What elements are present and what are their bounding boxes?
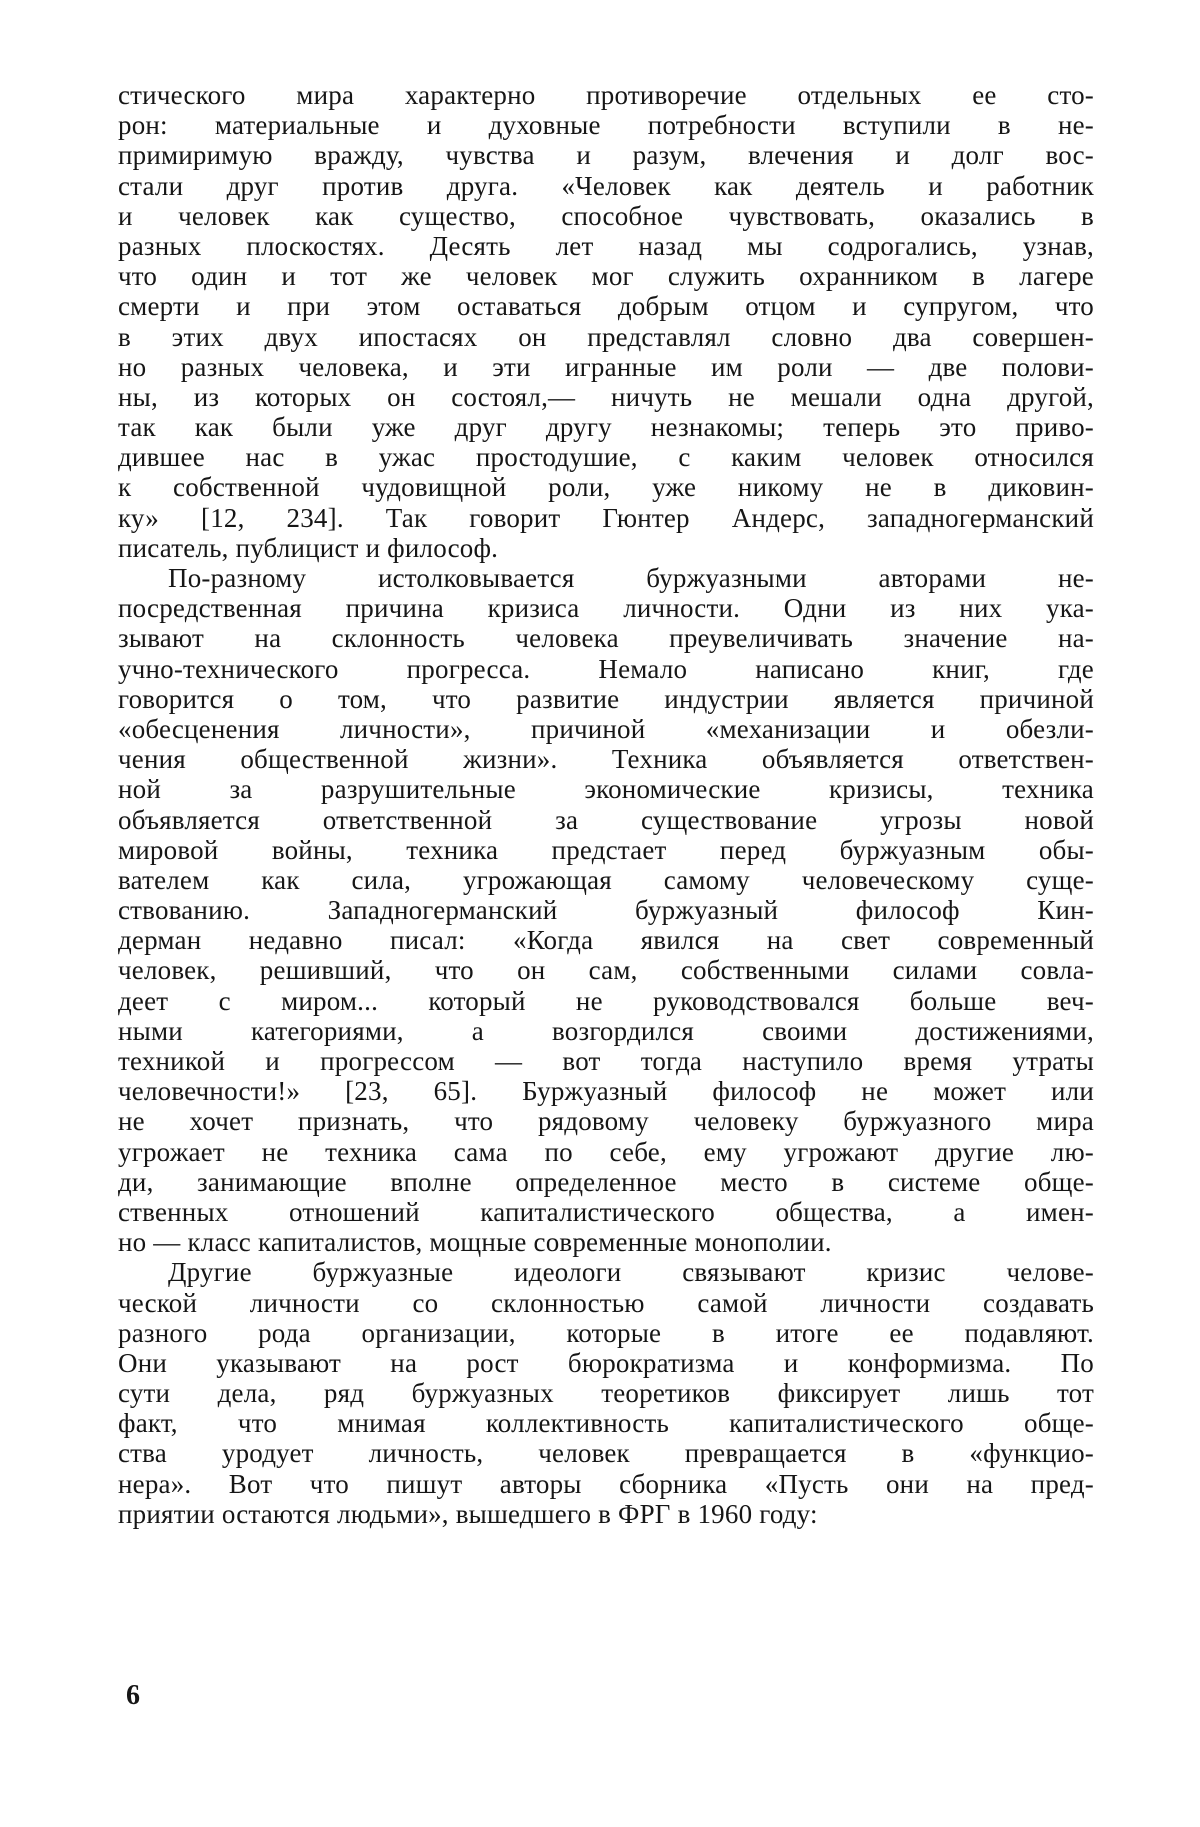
text-line: ны, из которых он состоял,— ничуть не мешали одна другой, bbox=[118, 381, 1094, 412]
page-number: 6 bbox=[126, 1680, 140, 1711]
paragraph bbox=[118, 1257, 1094, 1529]
text-line: ку» [12, 234]. Так говорит Гюнтер Андерс, западногерманский bbox=[118, 502, 1094, 533]
text-line: мировой войны, техника предстает перед буржуазным обы- bbox=[118, 834, 1094, 865]
text-line: вателем как сила, угрожающая самому человеческому суще- bbox=[118, 864, 1094, 895]
text-line: смерти и при этом оставаться добрым отцом и супругом, что bbox=[118, 291, 1094, 322]
text-line: факт, что мнимая коллективность капиталистического обще- bbox=[118, 1408, 1094, 1439]
text-line: ди, занимающие вполне определенное место в системе обще- bbox=[118, 1166, 1094, 1197]
text-line: ства уродует личность, человек превращается в «функцио- bbox=[118, 1438, 1094, 1469]
text-line: деет с миром... который не руководствовался больше веч- bbox=[118, 985, 1094, 1016]
text-line: Другие буржуазные идеологи связывают кризис челове- bbox=[168, 1257, 1094, 1288]
text-line: ной за разрушительные экономические кризисы, техника bbox=[118, 774, 1094, 805]
text-line: посредственная причина кризиса личности. Одни из них ука- bbox=[118, 593, 1094, 624]
text-line: но — класс капиталистов, мощные современные монополии. bbox=[118, 1227, 832, 1258]
text-line: стали друг против друга. «Человек как деятель и работник bbox=[118, 170, 1094, 201]
text-line: зывают на склонность человека преувеличивать значение на- bbox=[118, 623, 1094, 654]
text-line: угрожает не техника сама по себе, ему угрожают другие лю- bbox=[118, 1136, 1094, 1167]
text-line: чения общественной жизни». Техника объявляется ответствен- bbox=[118, 744, 1094, 775]
text-line: человек, решивший, что он сам, собственными силами совла- bbox=[118, 955, 1094, 986]
text-line: но разных человека, и эти игранные им роли — две полови- bbox=[118, 351, 1094, 382]
text-line: говорится о том, что развитие индустрии является причиной bbox=[118, 683, 1094, 714]
text-line: По-разному истолковывается буржуазными авторами не- bbox=[168, 563, 1094, 593]
paragraph bbox=[118, 563, 1094, 1257]
text-line: ственных отношений капиталистического общества, а имен- bbox=[118, 1196, 1094, 1227]
text-line: объявляется ответственной за существование угрозы новой bbox=[118, 804, 1094, 835]
text-line: рон: материальные и духовные потребности вступили в не- bbox=[118, 110, 1094, 141]
text-line: не хочет признать, что рядовому человеку буржуазного мира bbox=[118, 1106, 1094, 1137]
paragraph bbox=[118, 80, 1094, 563]
page-text-block bbox=[118, 80, 1094, 1529]
text-line: примиримую вражду, чувства и разум, влечения и долг вос- bbox=[118, 140, 1094, 171]
text-line: дерман недавно писал: «Когда явился на свет современный bbox=[118, 925, 1094, 956]
text-line: к собственной чудовищной роли, уже никому не в диковин- bbox=[118, 472, 1094, 503]
text-line: ческой личности со склонностью самой личности создавать bbox=[118, 1287, 1094, 1318]
text-line: человечности!» [23, 65]. Буржуазный философ не может или bbox=[118, 1076, 1094, 1107]
text-line: так как были уже друг другу незнакомы; теперь это приво- bbox=[118, 412, 1094, 443]
text-line: писатель, публицист и философ. bbox=[118, 532, 499, 563]
text-line: разного рода организации, которые в итоге ее подавляют. bbox=[118, 1317, 1094, 1348]
text-line: Они указывают на рост бюрократизма и конформизма. По bbox=[118, 1347, 1094, 1378]
text-line: сути дела, ряд буржуазных теоретиков фиксирует лишь тот bbox=[118, 1378, 1094, 1409]
text-line: «обесценения личности», причиной «механизации и обезли- bbox=[118, 713, 1094, 744]
text-line: разных плоскостях. Десять лет назад мы содрогались, узнав, bbox=[118, 230, 1094, 261]
text-line: что один и тот же человек мог служить охранником в лагере bbox=[118, 261, 1094, 292]
text-line: стического мира характерно противоречие отдельных ее сто- bbox=[118, 80, 1094, 110]
text-line: и человек как существо, способное чувствовать, оказались в bbox=[118, 200, 1094, 231]
text-line: дившее нас в ужас простодушие, с каким человек относился bbox=[118, 442, 1094, 473]
text-line: учно-технического прогресса. Немало написано книг, где bbox=[118, 653, 1094, 684]
text-line: в этих двух ипостасях он представлял словно два совершен- bbox=[118, 321, 1094, 352]
text-line: техникой и прогрессом — вот тогда наступило время утраты bbox=[118, 1046, 1094, 1076]
text-line: ными категориями, а возгордился своими достижениями, bbox=[118, 1015, 1094, 1046]
text-line: приятии остаются людьми», вышедшего в ФРГ в 1960 году: bbox=[118, 1498, 818, 1529]
text-line: нера». Вот что пишут авторы сборника «Пусть они на пред- bbox=[118, 1468, 1094, 1499]
text-line: ствованию. Западногерманский буржуазный философ Кин- bbox=[118, 895, 1094, 926]
